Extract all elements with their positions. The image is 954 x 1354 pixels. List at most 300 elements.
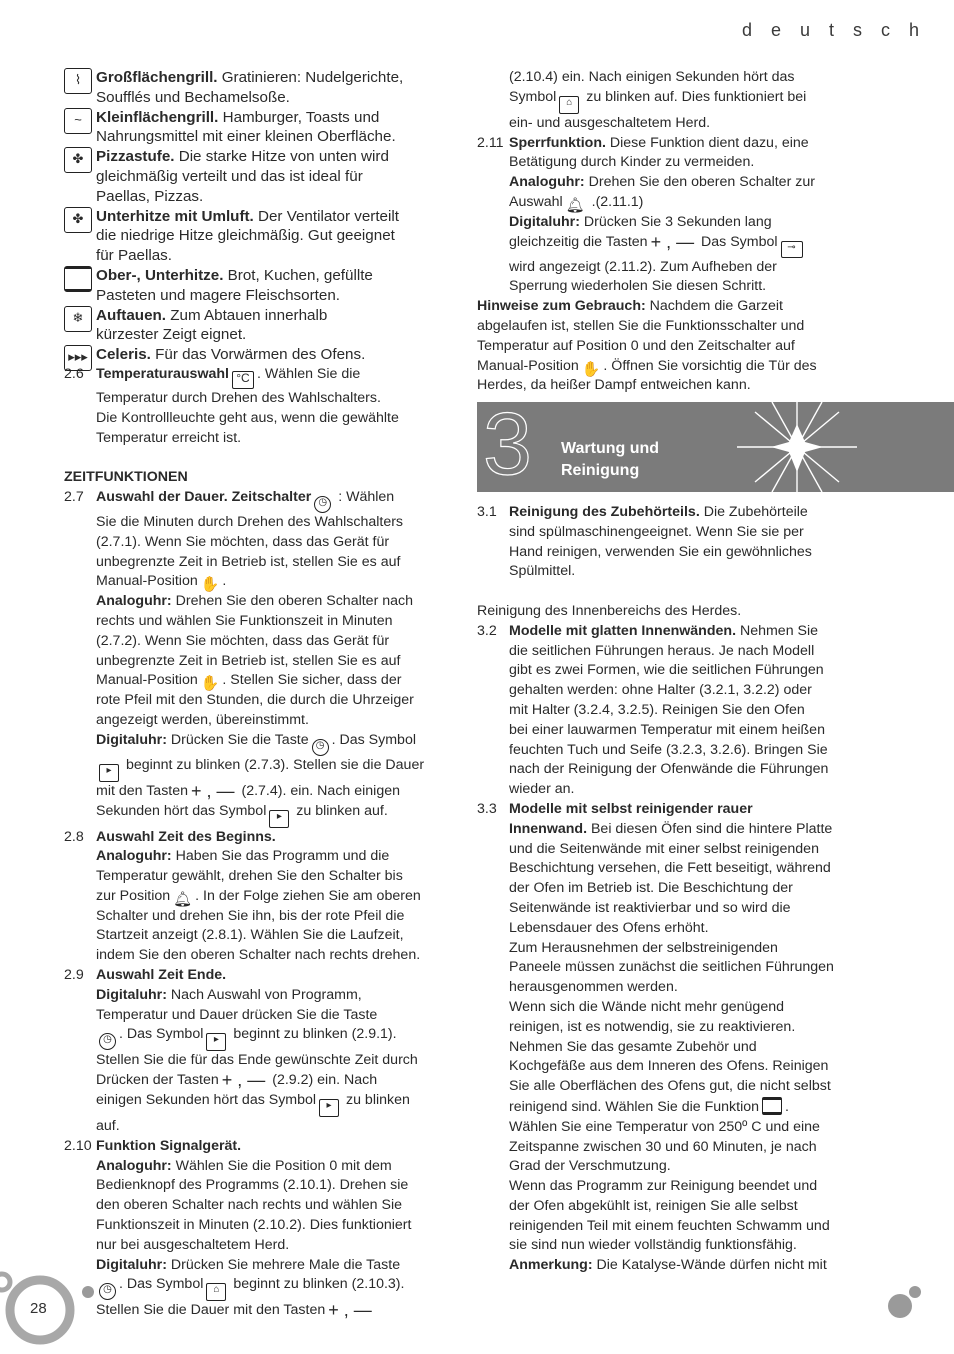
text-line [64,409,426,429]
body-text: Sperrung wiederholen Sie diesen Schritt. [509,278,767,295]
text-line [64,1051,426,1071]
bottom-fan-icon: ✤ [64,207,92,233]
function-item [64,306,426,346]
body-text: feuchten Tuch und Seife (3.2.3, 3.2.6). Bringen Sie [509,741,828,758]
bell-icon: 🔔︎ [565,196,585,214]
key-icon: ⊸ [781,241,803,258]
body-text: Temperatur erreicht ist. [96,429,242,446]
bold-label: Analoguhr: [96,1157,172,1174]
left-column [64,68,426,1321]
text-line [64,1091,426,1117]
function-description: Nahrungsmittel mit einer kleinen Oberfläche. [96,128,396,146]
text-line [64,887,426,907]
pizza-fan-icon: ✤ [64,147,92,173]
section-number-label: 2.8 [64,828,84,845]
section-banner [477,402,954,492]
body-text: Drehen Sie den oberen Schalter nach [171,593,414,610]
text-line [477,840,827,860]
body-text: Zeitspanne zwischen 30 und 60 Minuten, je nach [509,1138,817,1155]
text-line [477,1038,827,1058]
function-description: gleichmäßig verteilt und das ist ideal für [96,167,363,185]
body-text: nach der Reinigung der Ofenwände die Führungen [509,761,829,778]
section-number-label: 2.10 [64,1137,92,1154]
body-text: auf. [96,1118,120,1135]
text-line [477,258,827,278]
text-line [477,193,827,213]
left-text-block [64,365,426,1321]
text-line [477,1118,827,1138]
clock-icon: ◷ [99,1033,116,1050]
function-name: Ober-, Unterhitze. [96,266,224,284]
body-text: gibt es zwei Formen, wie die seitlichen Führungen [509,662,824,679]
function-line [96,147,426,167]
body-text: unbegrenzte Zeit in Betrieb ist, stellen Sie es auf [96,553,401,570]
text-line [477,1197,827,1217]
body-text: Wenn das Programm zur Reinigung beendet und [509,1178,818,1195]
bold-label: Sperrfunktion. [509,134,606,151]
section-number-label: 2.6 [64,365,84,382]
function-description: die niedrige Hitze gleichmäßig. Gut geeignet [96,227,395,245]
clock-icon: ◷ [314,496,331,513]
text-line [64,365,426,389]
body-text: Nehmen Sie das gesamte Zubehör und [509,1038,757,1055]
function-description: kürzester Zeigt eignet. [96,326,247,344]
text-line [64,553,426,573]
body-text: zu blinken [342,1092,410,1109]
body-text: Sekunden hört das Symbol [96,802,267,819]
bold-label: Analoguhr: [96,593,172,610]
function-description: für Paellas. [96,247,172,265]
function-name: Auftauen. [96,306,167,324]
body-text: reinigenden Teil mit einem feuchten Schwamm und [509,1217,830,1234]
function-description: Paellas, Pizzas. [96,187,204,205]
plusminus-icon: + , — [328,1300,372,1321]
body-text: Stellen Sie die Dauer mit den Tasten [96,1302,326,1319]
body-text: Stellen Sie die für das Ende gewünschte Zeit durch [96,1052,418,1069]
hand-icon: ✋ [200,675,220,693]
text-line [477,661,827,681]
top-bottom-heat-icon [64,266,92,292]
clock-icon: ◷ [99,1283,116,1300]
body-text: rechts und wählen Sie Funktionszeit in Minuten [96,612,393,629]
sparkle-icon [737,402,857,492]
body-text: . [222,573,227,590]
text-line [477,800,827,820]
body-text: Grad der Verschmutzung. [509,1158,671,1175]
text-line [64,533,426,553]
text-line [477,68,827,88]
body-text: . Das Symbol [331,731,416,748]
body-text: Drücken Sie 3 Sekunden lang [579,213,772,230]
section-number-label: 3.3 [477,800,497,817]
text-line [477,114,827,134]
function-description: Die starke Hitze von unten wird [174,148,389,166]
body-text: Kochgefäße aus dem Inneren des Ofens. Reinigen [509,1058,829,1075]
text-line [477,958,834,978]
function-line [96,187,426,207]
play-icon: ▸ [319,1099,339,1117]
function-item [64,68,426,108]
text-line [64,691,426,711]
body-text: Herdes, da heißer Dampf entweichen kann. [477,377,751,394]
body-text: ein- und ausgeschaltetem Herd. [509,114,711,131]
function-name: Großflächengrill. [96,69,218,86]
text-line [477,978,827,998]
function-line [96,286,426,306]
text-line [477,1236,827,1256]
body-text: Die Kontrollleuchte geht aus, wenn die gewählte [96,409,399,426]
text-line [64,946,426,966]
right-top-text-block [477,68,827,396]
text-line [477,1217,830,1237]
body-text: Die Zubehörteile [699,504,808,520]
body-text: sie sind nun wieder vollständig funktionsfähig. [509,1237,797,1254]
body-text: den oberen Schalter nach rechts und wählen Sie [96,1197,403,1214]
grill-small-icon: ~ [64,108,92,134]
play-icon: ▸ [99,764,119,782]
function-item [64,108,426,148]
body-text: . Das Symbol [119,1026,204,1043]
text-line [477,357,827,377]
text-line [64,572,426,592]
clock-icon: ◷ [312,739,329,756]
body-text: Beschichtung versehen, die Fett beseitigt, während [509,860,831,877]
text-line [477,1057,827,1077]
section-title [561,438,659,482]
body-text: (2.7.4). ein. Nach einigen [237,782,400,799]
body-text: . Das Symbol [119,1276,204,1293]
text-line [477,233,827,258]
text-line [64,1137,426,1157]
text-line [477,1177,827,1197]
text-line [64,907,426,927]
body-text: Funktionszeit in Minuten (2.10.2). Dies funktioniert [96,1217,412,1234]
function-item [64,147,426,206]
bold-label: Auswahl der Dauer. Zeitschalter [96,488,312,505]
body-text: Diese Funktion dient dazu, eine [605,134,809,151]
right-bottom-column [477,503,834,1276]
body-text: Bedienknopf des Programms (2.10.1). Drehen sie [96,1177,409,1194]
body-text: Hand reinigen, verwenden Sie ein gewöhnliches [509,543,812,560]
body-text: Wählen Sie eine Temperatur von 250º C und eine [509,1118,820,1135]
body-text: nur bei ausgeschaltetem Herd. [96,1236,290,1253]
body-text: Drehen Sie den oberen Schalter zur [584,174,815,191]
bell-icon: 🔔︎ [173,890,193,908]
section-title-line1: Wartung und [561,440,660,457]
text-line [477,780,827,800]
function-line [96,127,426,147]
text-line [477,899,827,919]
section-title-line2: Reinigung [561,462,640,479]
text-line [64,711,426,731]
text-line [477,859,831,879]
text-line [477,317,827,337]
text-line [64,828,426,848]
body-text: rote Pfeil mit den Stunden, die durch die Uhrzeiger [96,692,414,709]
body-text: . [785,1098,789,1115]
body-text: indem Sie den oberen Schalter nach rechts drehen. [96,947,421,964]
body-text: (2.7.2). Wenn Sie möchten, dass das Gerät für [96,632,390,649]
bold-label: Modelle mit selbst reinigender rauer [509,800,753,817]
°C-icon: °C [232,371,254,389]
body-text: Temperatur und Dauer drücken Sie die Taste [96,1006,378,1023]
section-heading: ZEITFUNKTIONEN [64,469,188,486]
function-line [96,325,426,345]
body-text: mit den Tasten [96,782,189,799]
text-line [477,337,827,357]
function-description: Pasteten und magere Fleischsorten. [96,286,340,304]
plusminus-icon: + , — [650,231,695,252]
text-line [64,731,426,756]
text-line [64,782,426,802]
text-line [64,389,426,409]
language-label: d e u t s c h [741,20,926,40]
text-line [64,756,426,782]
text-line [64,1006,426,1026]
bold-label: Funktion Signalgerät. [96,1137,242,1154]
text-line [477,376,827,396]
function-item [64,345,426,365]
text-line [477,134,827,154]
section-number-label: 3.2 [477,622,497,639]
body-text: Startzeit anzeigt (2.8.1). Wählen Sie die Laufzeit, [96,927,404,944]
text-line [64,488,426,513]
bold-label: Analoguhr: [96,848,172,865]
celeris-icon: ▸▸▸ [64,345,92,371]
text-line [64,612,426,632]
text-line [64,448,426,468]
bold-label: Analoguhr: [509,174,585,191]
text-line [64,867,426,887]
section-number-label: 2.9 [64,967,84,984]
body-text: Nach Auswahl von Programm, [166,986,362,1003]
function-line [96,306,426,326]
body-text: Das Symbol [697,233,778,250]
text-line [64,847,426,867]
function-description: Der Ventilator verteilt [253,207,399,225]
body-text: sind spülmaschinengeeignet. Wenn Sie sie per [509,523,804,540]
text-line [477,582,827,602]
body-text: gleichzeitig die Tasten [509,233,648,250]
body-text: einigen Sekunden hört das Symbol [96,1092,317,1109]
body-text: der Ofen im Betrieb ist. Die Beschichtung der [509,880,793,897]
function-line [96,167,426,187]
body-text: wieder an. [509,781,575,798]
section-number-label: 2.11 [477,134,504,151]
bold-label: Auswahl Zeit des Beginns. [96,828,276,845]
section-number: 3 [483,402,532,492]
text-line [477,919,827,939]
text-line [64,1176,426,1196]
function-line [96,68,426,88]
body-text: Drücken Sie mehrere Male die Taste [166,1256,401,1273]
text-line [477,1138,827,1158]
body-text: wird angezeigt (2.11.2). Zum Aufheben der [509,258,777,275]
body-text: Seitenwände ist reaktivierbar und so wird die [509,899,791,916]
text-line [64,1216,426,1236]
function-description: Hamburger, Toasts und [218,108,380,126]
text-line [64,1025,426,1051]
text-line [477,721,827,741]
text-line [64,592,426,612]
body-text: angezeigt werden, übereinstimmt. [96,711,309,728]
bold-label: Temperaturauswahl [96,365,229,382]
plusminus-icon: + , — [221,1070,266,1091]
body-text: der Ofen abgekühlt ist, reinigen Sie alle selbst [509,1197,798,1214]
body-text: Symbol [509,88,557,105]
bold-label: Digitaluhr: [509,213,580,230]
text-line [477,277,827,297]
function-name: Celeris. [96,346,151,364]
text-line [64,671,426,691]
text-line [477,173,827,193]
function-description: Brot, Kuchen, gefüllte [223,266,373,284]
text-line [477,213,827,233]
text-line [64,652,426,672]
topbottom-icon [762,1097,782,1115]
right-column [477,68,827,396]
body-text: : Wählen [334,488,395,505]
bellbox-icon: ⌂ [559,96,579,114]
text-line [477,503,827,523]
body-text: Manual-Position [96,672,198,689]
body-text: Wählen Sie die Position 0 mit dem [171,1157,392,1174]
body-text: Die Katalyse-Wände dürfen nicht mit [592,1257,827,1274]
body-text: (2.10.4) ein. Nach einigen Sekunden hört das [509,69,795,85]
text-line [64,1256,426,1276]
body-text: beginnt zu blinken (2.9.1). [229,1026,397,1043]
body-text: Nachdem die Garzeit [645,298,783,315]
body-text: Paneele müssen zunächst die seitlichen Führungen [509,959,834,976]
body-text: Haben Sie das Programm und die [171,848,390,865]
body-text: Lebensdauer des Ofens erhöht. [509,919,709,936]
bold-label: Hinweise zum Gebrauch: [477,298,646,315]
body-text: abgelaufen ist, stellen Sie die Funktionsschalter und [477,317,805,334]
play-icon: ▸ [269,810,289,828]
text-line [477,297,827,317]
text-line [477,701,827,721]
page-number: 28 [30,1300,47,1317]
text-line [477,562,827,582]
function-description: Zum Abtauen innerhalb [166,306,328,324]
text-line [64,1196,426,1216]
right-bottom-text-block [477,503,834,1276]
text-line [477,622,827,642]
body-text: (2.7.1). Wenn Sie möchten, dass das Gerät für [96,533,390,550]
body-text: . Öffnen Sie vorsichtig die Tür des [603,357,817,374]
defrost-icon: ❄ [64,306,92,332]
text-line [64,1236,426,1256]
body-text: Betätigung durch Kinder zu vermeiden. [509,154,755,171]
plusminus-icon: + , — [191,780,235,801]
body-text: beginnt zu blinken (2.7.3). Stellen sie die Dauer [122,756,425,773]
body-text: Temperatur auf Position 0 und den Zeitschalter auf [477,337,795,354]
function-line [96,246,426,266]
play-icon: ▸ [206,1033,226,1051]
body-text: Sie alle Oberflächen des Ofens gut, die nicht selbst [509,1078,831,1095]
text-line [64,429,426,449]
text-line [477,523,827,543]
hand-icon: ✋ [200,576,220,594]
function-line [96,207,426,227]
text-line [477,1157,827,1177]
body-text: . Stellen Sie sicher, dass der [222,672,402,689]
function-name: Pizzastufe. [96,148,175,166]
body-text: unbegrenzte Zeit in Betrieb ist, stellen Sie es auf [96,652,401,669]
function-line [96,226,426,246]
body-text: Sie die Minuten durch Drehen des Wahlschalters [96,513,404,530]
bold-label: Digitaluhr: [96,986,167,1003]
text-line [64,926,426,946]
bold-label: Innenwand. [509,820,588,837]
text-line [477,879,827,899]
function-name: Unterhitze mit Umluft. [96,207,254,225]
text-line [477,939,827,959]
text-line [64,1157,426,1177]
bold-label: Auswahl Zeit Ende. [96,967,227,984]
function-description: Gratinieren: Nudelgerichte, [217,69,404,86]
function-description: Für das Vorwärmen des Ofens. [150,346,366,364]
body-text: Zum Herausnehmen der selbstreinigenden [509,939,778,956]
text-line [64,986,426,1006]
body-text: zur Position [96,887,171,904]
text-line [64,1301,426,1321]
text-line [477,543,827,563]
text-line [64,1275,426,1301]
body-text: (2.9.2) ein. Nach [268,1072,378,1089]
function-line [96,88,426,108]
text-line [64,513,426,533]
text-line [477,1077,831,1097]
body-text: Manual-Position [96,573,198,590]
function-item [64,207,426,266]
text-line [477,1018,827,1038]
text-line [64,1071,426,1091]
function-list [64,68,426,365]
hand-icon: ✋ [581,360,601,378]
text-line [64,468,426,488]
corner-dots-decoration [884,1284,924,1324]
text-line [477,1097,827,1118]
body-text: reinigen, ist es notwendig, sie zu reaktivieren. [509,1018,796,1035]
text-line [64,802,426,828]
body-text: bei einer lauwarmen Temperatur mit einem heißen [509,721,825,738]
body-text: Drücken Sie die Taste [166,731,309,748]
text-line [477,1256,827,1276]
bold-label: Reinigung des Zubehörteils. [509,504,700,520]
body-text: Reinigung des Innenbereichs des Herdes. [477,602,742,619]
text-line [477,602,827,622]
bellbox-icon: ⌂ [206,1283,226,1301]
bold-label: Anmerkung: [509,1257,593,1274]
text-line [477,820,833,840]
bold-label: Digitaluhr: [96,1256,167,1273]
function-description: Soufflés und Bechamelsoße. [96,88,290,106]
text-line [64,966,426,986]
text-line [477,998,827,1018]
bold-label: Digitaluhr: [96,731,167,748]
body-text: Temperatur gewählt, drehen Sie den Schalter bis [96,868,403,885]
body-text: die seitlichen Führungen heraus. Je nach Modell [509,642,815,659]
function-name: Kleinflächengrill. [96,108,219,126]
body-text: Auswahl [509,193,563,210]
body-text: herausgenommen werden. [509,979,678,996]
text-line [477,760,827,780]
page-corner-decoration [0,1262,110,1354]
text-line [477,681,827,701]
bold-label: Modelle mit glatten Innenwänden. [509,622,737,639]
body-text: reinigend sind. Wählen Sie die Funktion [509,1098,760,1115]
